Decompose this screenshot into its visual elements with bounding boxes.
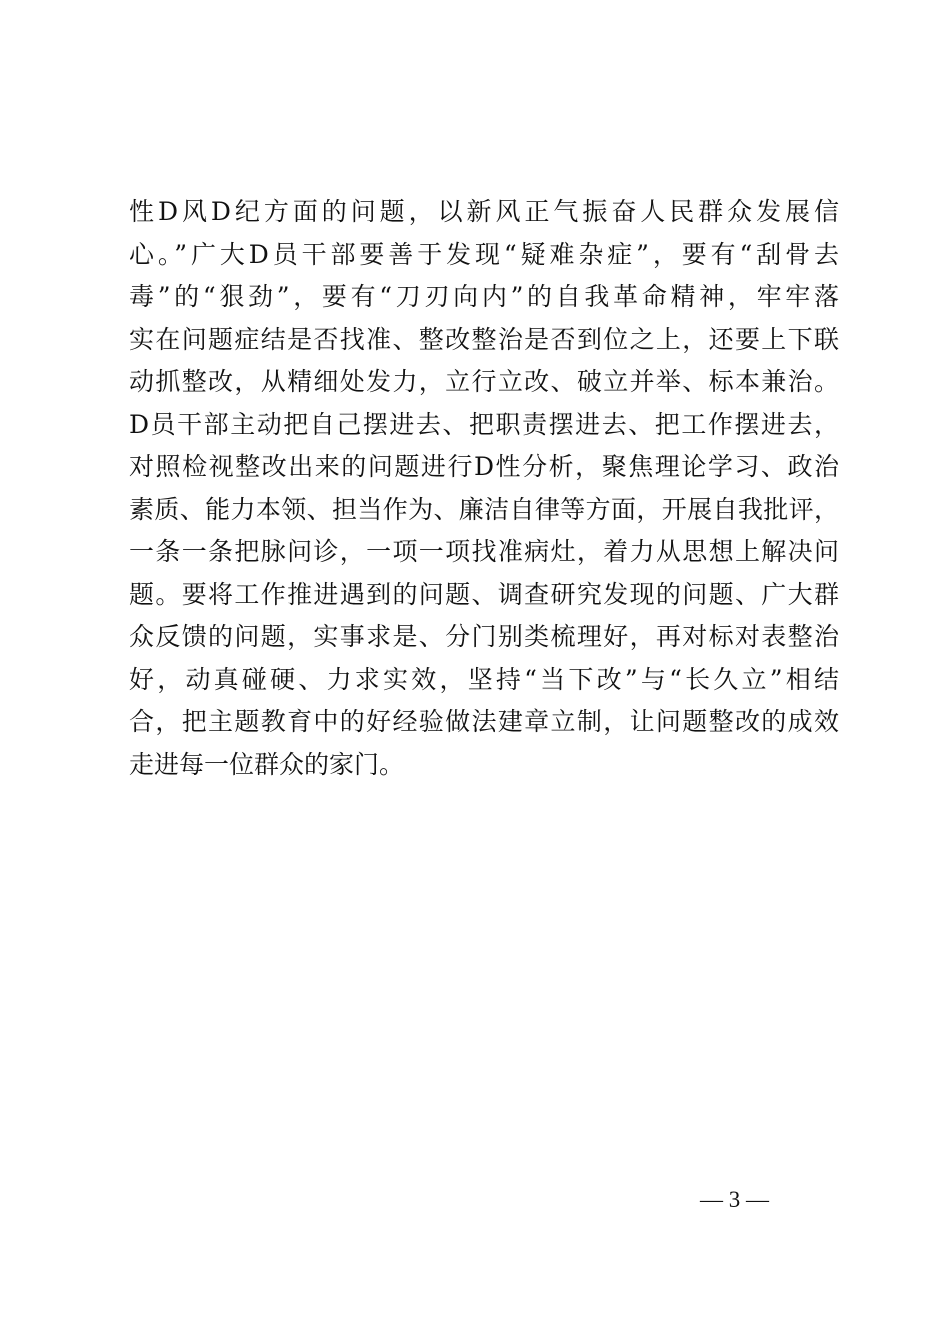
text-line: 好，动真碰硬、力求实效，坚持“当下改”与“长久立”相结 xyxy=(129,664,839,694)
body-paragraph xyxy=(129,191,839,786)
text-line: 一条一条把脉问诊，一项一项找准病灶，着力从思想上解决问 xyxy=(129,537,839,566)
text-line: 心。”广大D员干部要善于发现“疑难杂症”，要有“刮骨去 xyxy=(129,239,839,269)
text-line: D员干部主动把自己摆进去、把职责摆进去、把工作摆进去， xyxy=(129,409,839,439)
text-line: 题。要将工作推进遇到的问题、调查研究发现的问题、广大群 xyxy=(129,579,839,609)
text-line: 素质、能力本领、担当作为、廉洁自律等方面，开展自我批评， xyxy=(129,494,839,524)
text-line: 对照检视整改出来的问题进行D性分析，聚焦理论学习、政治 xyxy=(129,452,839,481)
text-line: 性D风D纪方面的问题，以新风正气振奋人民群众发展信 xyxy=(129,197,839,226)
text-line: 合，把主题教育中的好经验做法建章立制，让问题整改的成效 xyxy=(129,707,839,736)
text-line: 实在问题症结是否找准、整改整治是否到位之上，还要上下联 xyxy=(129,324,839,354)
text-line: 众反馈的问题，实事求是、分门别类梳理好，再对标对表整治 xyxy=(129,622,839,651)
page-number: — 3 — xyxy=(700,1187,769,1212)
text-line: 毒”的“狠劲”，要有“刀刃向内”的自我革命精神，牢牢落 xyxy=(129,282,839,311)
text-line: 走进每一位群众的家门。 xyxy=(129,749,405,779)
text-line: 动抓整改，从精细处发力，立行立改、破立并举、标本兼治。 xyxy=(129,367,839,396)
